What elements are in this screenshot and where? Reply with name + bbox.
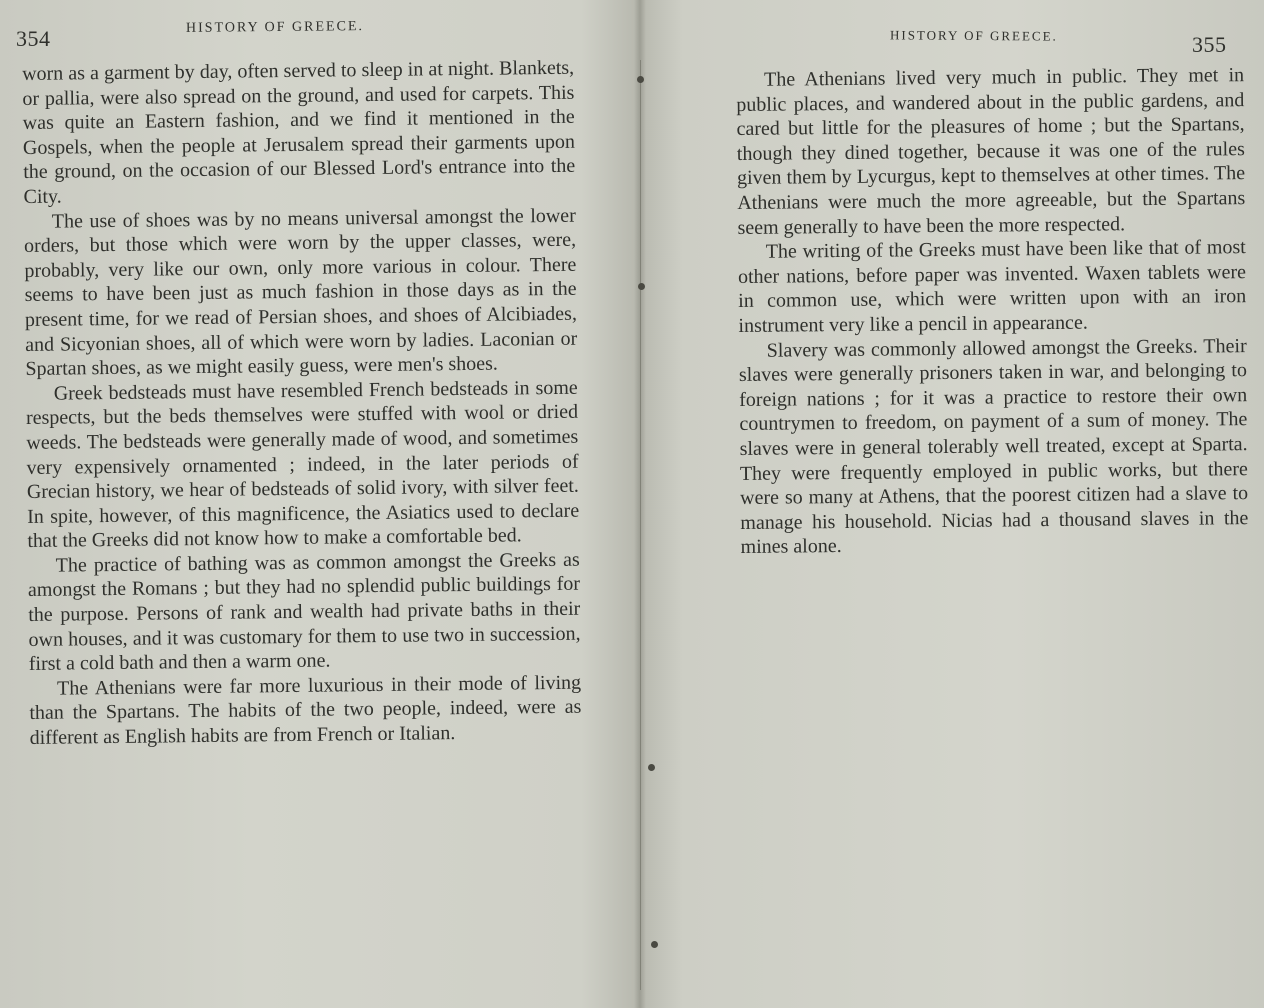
binding-thread xyxy=(640,60,641,990)
paragraph-writing: The writing of the Greeks must have been like that of most other nations, before paper was invented. Waxen tablets were in common use, which were written upon with an iron instrument very like a pencil in appearance. xyxy=(737,236,1247,337)
right-page-number: 355 xyxy=(1192,32,1227,57)
right-running-head: HISTORY OF GREECE. xyxy=(889,27,1058,44)
paragraph-bedsteads: Greek bedsteads must have resembled French bedsteads in some respects, but the beds themselves were stuffed with wool or dried weeds. The bedsteads were generally made of wood, and sometimes very expensively ornamented ; indeed, in the later periods of Grecian history, we hear of bedsteads of solid ivory, with silver feet. In spite, however, of this magnificence, the Asiatics used to declare that the Greeks did not know how to make a comfortable bed. xyxy=(25,376,580,553)
paragraph-slavery: Slavery was commonly allowed amongst the Greeks. Their slaves were generally prisoners taken in war, and belonging to foreign nations ; for it was a practice to restore their own countrymen to freedom, on payment of a sum of money. The slaves were in general tolerably well treated, except at Sparta. They were frequently employed in public works, but there were so many at Athens, that the poorest citizen had a slave to manage his household. Nicias had a thousand slaves in the mines alone. xyxy=(738,334,1249,559)
right-page xyxy=(646,0,1264,1008)
binding-stitch-upper xyxy=(638,283,645,290)
paragraph-bathing: The practice of bathing was as common amongst the Greeks as amongst the Romans ; but they had no splendid public buildings for the purpose. Persons of rank and wealth had private baths in their own houses, and it was customary for them to use two in succession, first a cold bath and then a warm one. xyxy=(27,548,581,676)
paragraph-garments: worn as a garment by day, often served to sleep in at night. Blankets, or pallia, were also spread on the ground, and used for carpets. This was quite an Eastern fashion, and we find it mentioned in the Gospels, when the people at Jerusalem spread their garments upon the ground, on the occasion of our Blessed Lord's entrance into the City. xyxy=(22,56,576,208)
left-page-body xyxy=(22,56,582,751)
left-running-head: HISTORY OF GREECE. xyxy=(185,19,365,36)
left-page-number: 354 xyxy=(16,26,51,51)
right-page-body xyxy=(736,63,1249,560)
binding-stitch-top xyxy=(637,76,644,83)
paragraph-athenian-luxury: The Athenians were far more luxurious in their mode of living than the Spartans. The habits of the two people, indeed, were as different as English habits are from French or Italian. xyxy=(29,671,582,749)
paragraph-shoes: The use of shoes was by no means universal amongst the lower orders, but those which were worn by the upper classes, were, probably, very like our own, only more various in colour. There seems to have been just as much fashion in those days as in the present time, for we read of Persian shoes, and shoes of Alcibiades, and Sicyonian shoes, all of which were worn by ladies. Laconian or Spartan shoes, as we might easily guess, were men's shoes. xyxy=(23,204,578,381)
paragraph-public-life: The Athenians lived very much in public. They met in public places, and wandered about in the public gardens, and cared but little for the pleasures of home ; but the Spartans, though they dined together, because it was one of the rules given them by Lycurgus, kept to themselves at other times. The Athenians were much the more agreeable, but the Spartans seem generally to have been the more respected. xyxy=(736,64,1246,239)
